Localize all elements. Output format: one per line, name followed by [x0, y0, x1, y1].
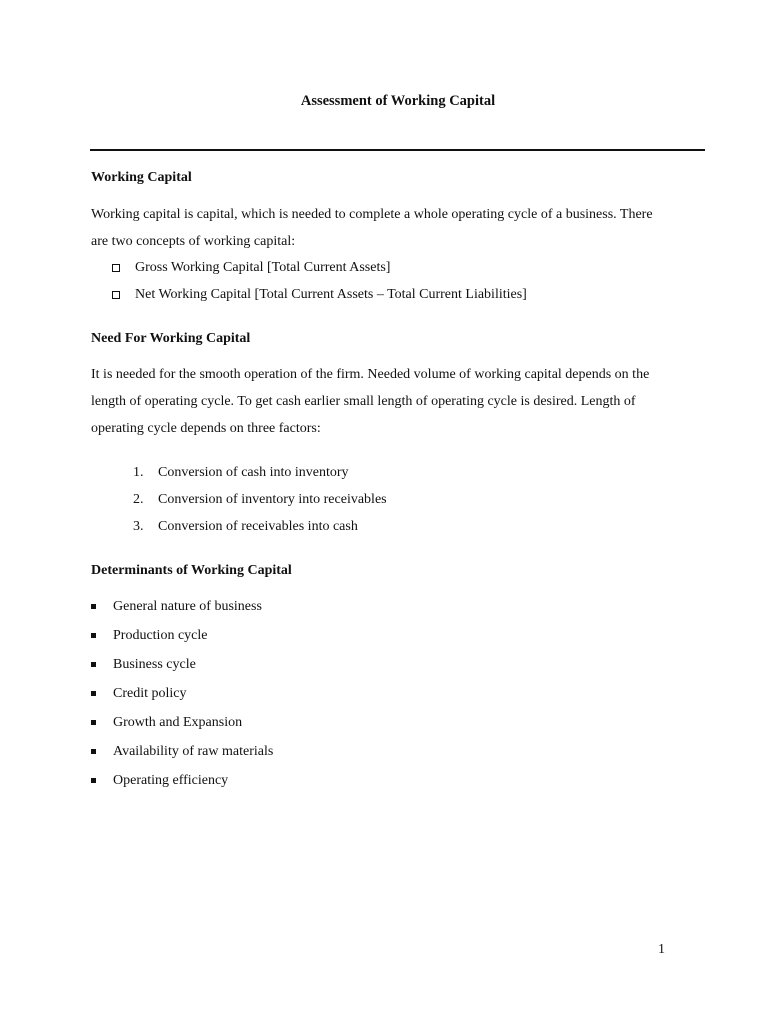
filled-square-bullet-icon [91, 662, 96, 667]
filled-square-bullet-icon [91, 604, 96, 609]
working-capital-concepts-list [112, 254, 527, 308]
paragraph-line: It is needed for the smooth operation of the firm. Needed volume of working capital depends on the [91, 367, 650, 382]
list-item-text: Credit policy [113, 686, 187, 701]
list-item-text: Conversion of cash into inventory [158, 465, 349, 480]
list-item [133, 486, 387, 513]
filled-square-bullet-icon [91, 633, 96, 638]
list-item [133, 513, 387, 540]
need-for-working-capital-paragraph [91, 361, 703, 442]
hollow-square-bullet-icon [112, 291, 120, 299]
list-number: 2. [133, 492, 144, 507]
list-item [91, 708, 273, 737]
document-title: Assessment of Working Capital [300, 93, 496, 109]
list-item-text: Gross Working Capital [Total Current Assets] [135, 260, 391, 275]
list-item [112, 254, 527, 281]
list-number: 3. [133, 519, 144, 534]
list-item [91, 679, 273, 708]
list-item-text: General nature of business [113, 599, 262, 614]
list-number: 1. [133, 465, 144, 480]
title-divider [90, 149, 705, 151]
paragraph-line: are two concepts of working capital: [91, 234, 296, 249]
list-item-text: Conversion of inventory into receivables [158, 492, 387, 507]
filled-square-bullet-icon [91, 720, 96, 725]
page-number: 1 [658, 942, 665, 957]
list-item [91, 650, 273, 679]
hollow-square-bullet-icon [112, 264, 120, 272]
paragraph-line: Working capital is capital, which is needed to complete a whole operating cycle of a business. There [91, 207, 653, 222]
list-item-text: Business cycle [113, 657, 196, 672]
operating-cycle-factors-list [133, 459, 387, 540]
list-item-text: Production cycle [113, 628, 208, 643]
filled-square-bullet-icon [91, 778, 96, 783]
filled-square-bullet-icon [91, 691, 96, 696]
list-item [91, 592, 273, 621]
list-item-text: Operating efficiency [113, 773, 229, 788]
list-item-text: Availability of raw materials [113, 744, 274, 759]
section-heading-need-for-working-capital: Need For Working Capital [91, 331, 251, 346]
list-item-text: Conversion of receivables into cash [158, 519, 358, 534]
filled-square-bullet-icon [91, 749, 96, 754]
section-heading-working-capital: Working Capital [91, 170, 192, 185]
list-item [91, 621, 273, 650]
list-item [112, 281, 527, 308]
list-item [91, 766, 273, 795]
paragraph-line: operating cycle depends on three factors: [91, 421, 321, 436]
list-item [133, 459, 387, 486]
section-heading-determinants: Determinants of Working Capital [91, 563, 292, 578]
list-item [91, 737, 273, 766]
determinants-list [91, 592, 273, 795]
list-item-text: Growth and Expansion [113, 715, 243, 730]
working-capital-paragraph [91, 201, 703, 255]
list-item-text: Net Working Capital [Total Current Assets – Total Current Liabilities] [135, 287, 527, 302]
paragraph-line: length of operating cycle. To get cash earlier small length of operating cycle is desired. Length of [91, 394, 636, 409]
